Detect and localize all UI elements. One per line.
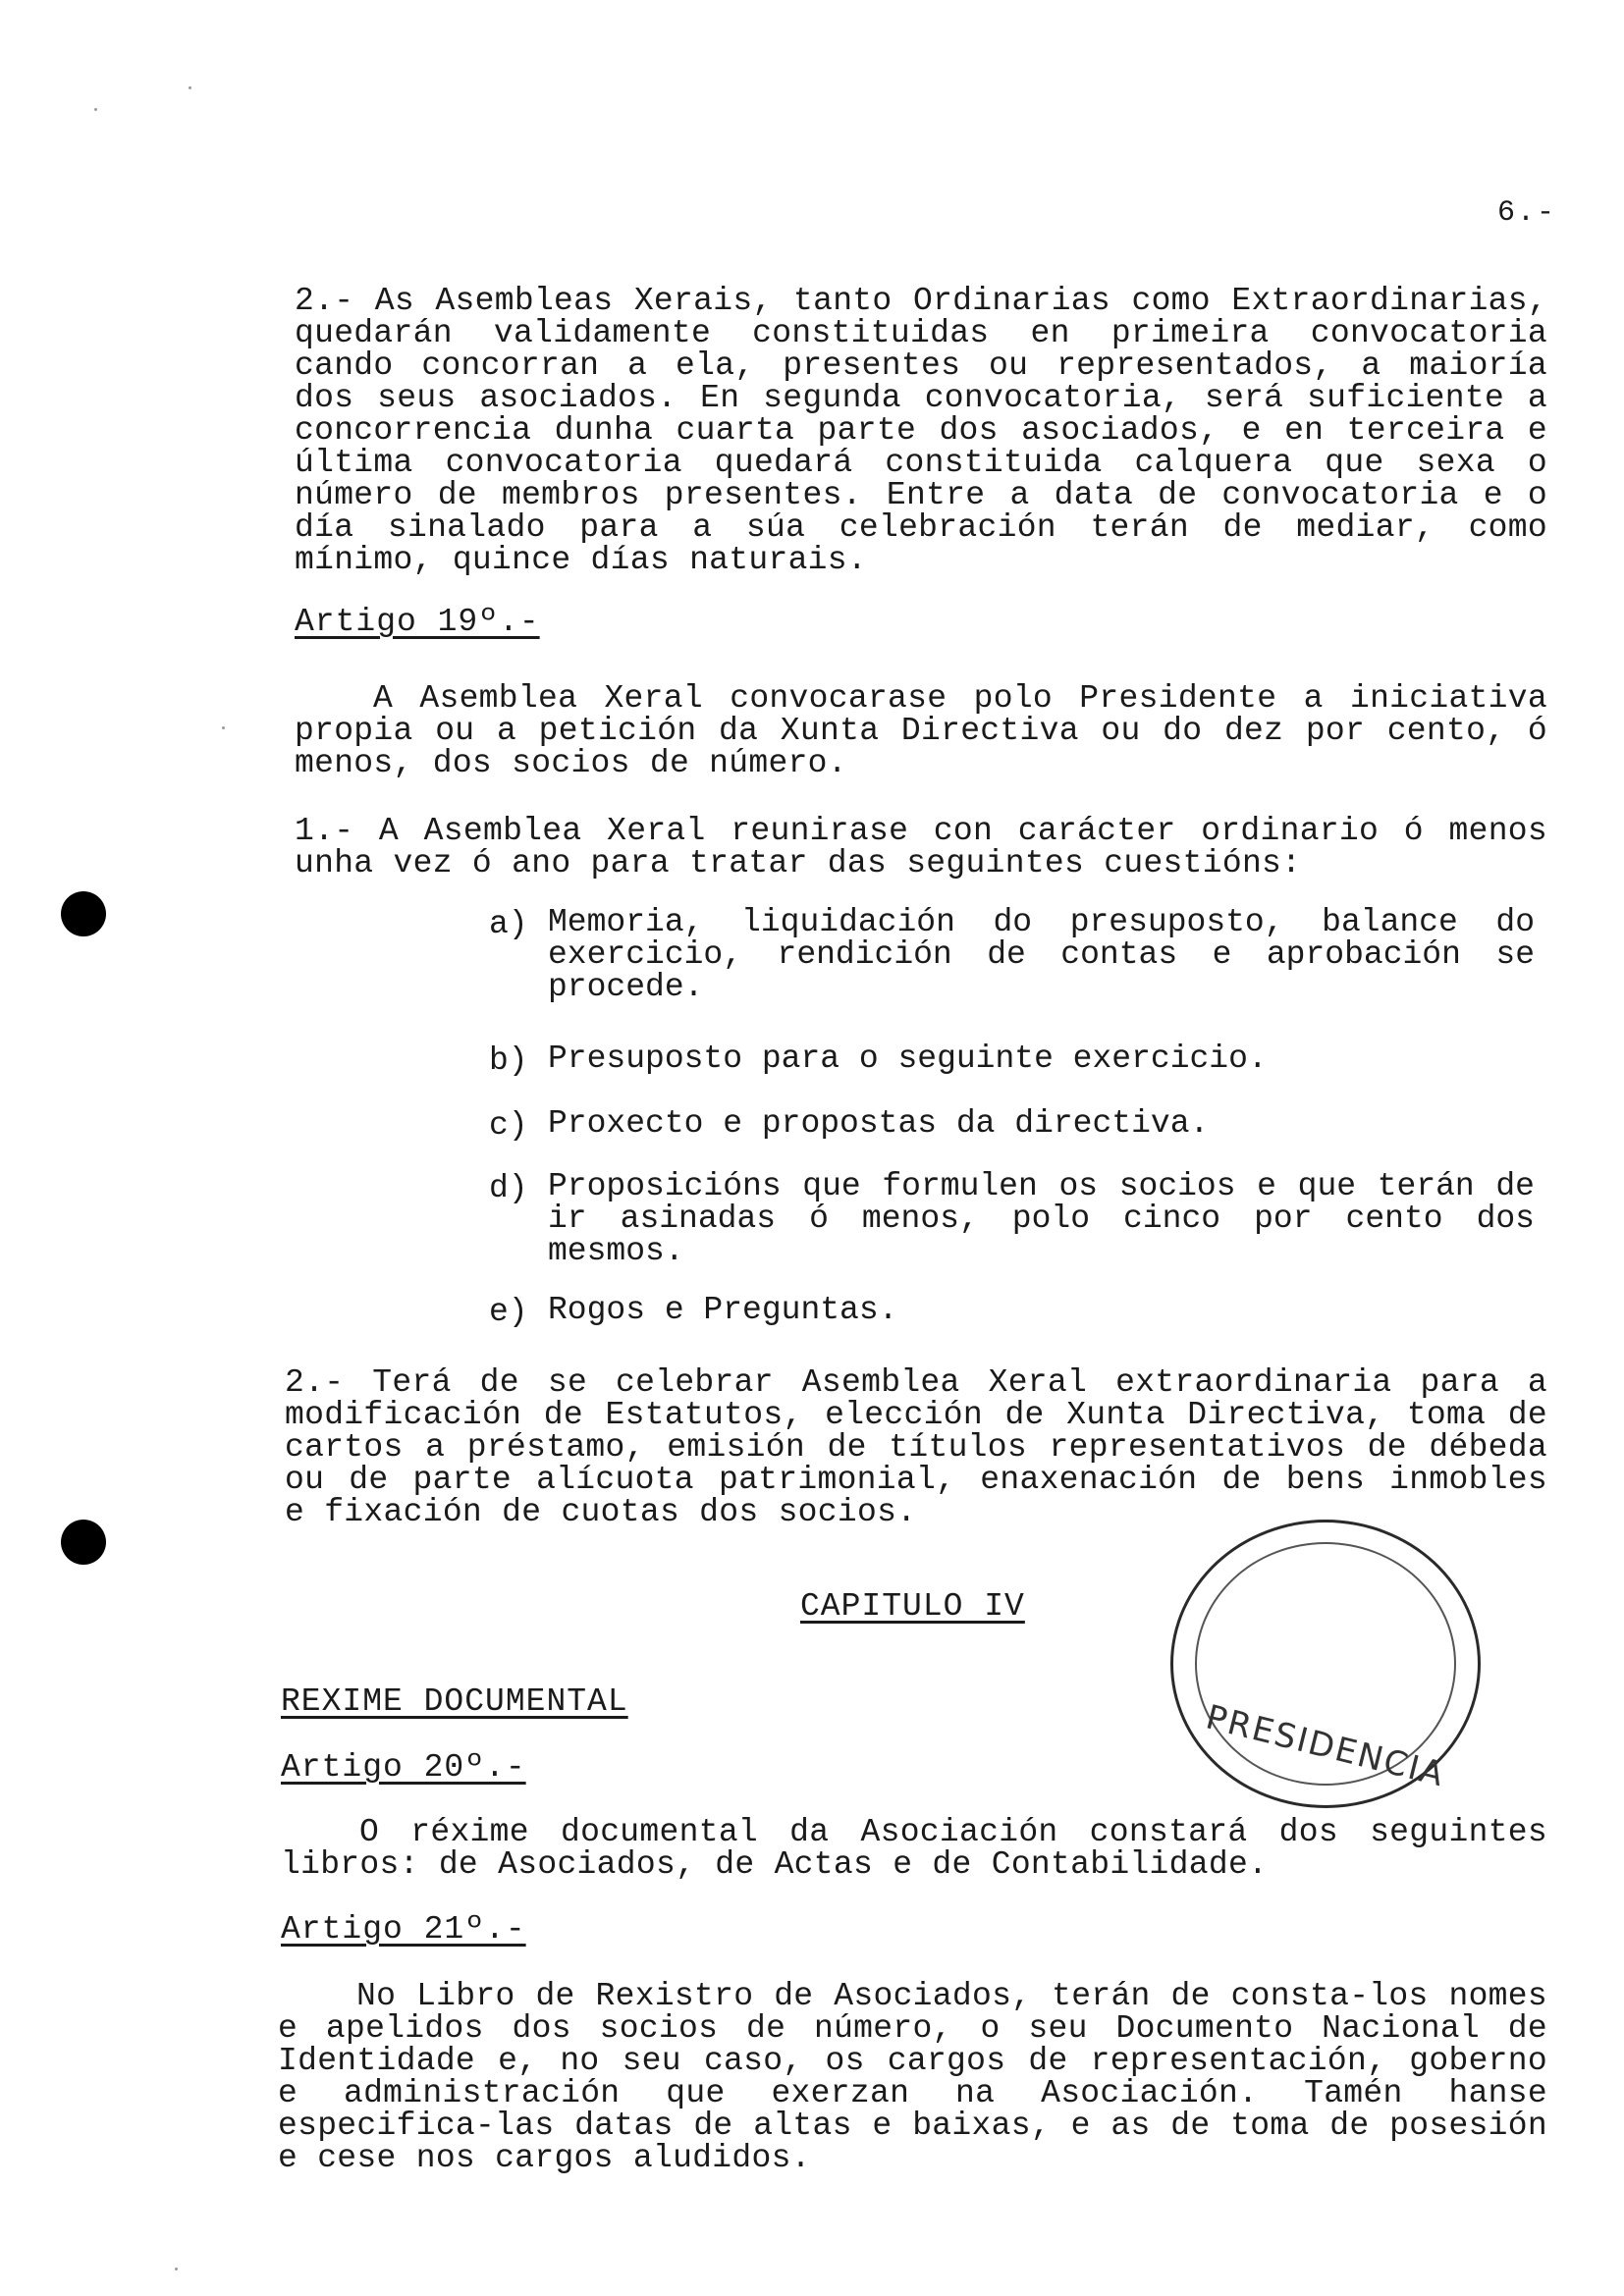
paragraph-artigo-20: O réxime documental da Asociación constará dos seguintes libros: de Asociados, de Actas e de Contabilidade. xyxy=(281,1814,1547,1883)
stamp-label: PRESIDENCIA xyxy=(1202,1697,1449,1795)
heading-artigo-19: Artigo 19º.- xyxy=(295,604,540,640)
list-item-text: Presuposto para o seguinte exercicio. xyxy=(548,1041,1268,1077)
list-item-letter: b) xyxy=(489,1042,528,1079)
list-item-text: Proposicións que formulen os socios e que terán de ir asinadas ó menos, polo cinco por cento dos mesmos. xyxy=(548,1168,1535,1269)
page-number: 6.- xyxy=(1497,196,1557,230)
heading-artigo-21: Artigo 21º.- xyxy=(281,1911,526,1948)
punch-hole-bottom xyxy=(61,1520,106,1565)
scan-speck xyxy=(189,86,191,89)
official-stamp xyxy=(1170,1520,1481,1808)
heading-artigo-20: Artigo 20º.- xyxy=(281,1749,526,1786)
list-item-text: Rogos e Preguntas. xyxy=(548,1292,898,1328)
paragraph-artigo-21: No Libro de Rexistro de Asociados, terán de consta-los nomes e apelidos dos socios de número, o seu Documento Nacional de Identidade e, no seu caso, os cargos de representación, goberno e administración que exerzan na Asociación. Tamén hanse especifica-las datas de altas e baixas, e as de toma de posesión e cese nos cargos aludidos. xyxy=(278,1978,1547,2176)
list-item-letter: e) xyxy=(489,1294,528,1330)
scan-speck xyxy=(94,108,97,111)
paragraph-extraordinaria: 2.- Terá de se celebrar Asemblea Xeral extraordinaria para a modificación de Estatutos, elección de Xunta Directiva, toma de cartos a préstamo, emisión de títulos representativos de débeda ou de parte alícuota patrimonial, enaxenación de bens inmobles e fixación de cuotas dos socios. xyxy=(285,1364,1547,1530)
list-item-letter: c) xyxy=(489,1107,528,1144)
punch-hole-top xyxy=(61,891,106,936)
paragraph-ordinario: 1.- A Asemblea Xeral reunirase con carácter ordinario ó menos unha vez ó ano para tratar das seguintes cuestións: xyxy=(295,813,1547,881)
list-item-letter: a) xyxy=(489,906,528,942)
list-item-text: Proxecto e propostas da directiva. xyxy=(548,1105,1210,1142)
chapter-heading: CAPITULO IV xyxy=(800,1588,1025,1625)
list-item-text: Memoria, liquidación do presuposto, balance do exercicio, rendición de contas e aprobación se procede. xyxy=(548,904,1535,1005)
paragraph-asembleas-constitucion: 2.- As Asembleas Xerais, tanto Ordinarias como Extraordinarias, quedarán validamente constituidas en primeira convocatoria cando concorran a ela, presentes ou representados, a maioría dos seus asociados. En segunda convocatoria, será suficiente a concorrencia dunha cuarta parte dos asociados, e en terceira e última convocatoria quedará constituida calquera que sexa o número de membros presentes. Entre a data de convocatoria e o día sinalado para a súa celebración terán de mediar, como mínimo, quince días naturais. xyxy=(295,283,1547,578)
list-item-letter: d) xyxy=(489,1170,528,1206)
paragraph-artigo-19: A Asemblea Xeral convocarase polo Presidente a iniciativa propia ou a petición da Xunta Directiva ou do dez por cento, ó menos, dos socios de número. xyxy=(295,680,1547,781)
section-heading-rexime: REXIME DOCUMENTAL xyxy=(281,1683,628,1720)
scan-speck xyxy=(175,2268,178,2270)
scan-speck xyxy=(222,726,225,729)
